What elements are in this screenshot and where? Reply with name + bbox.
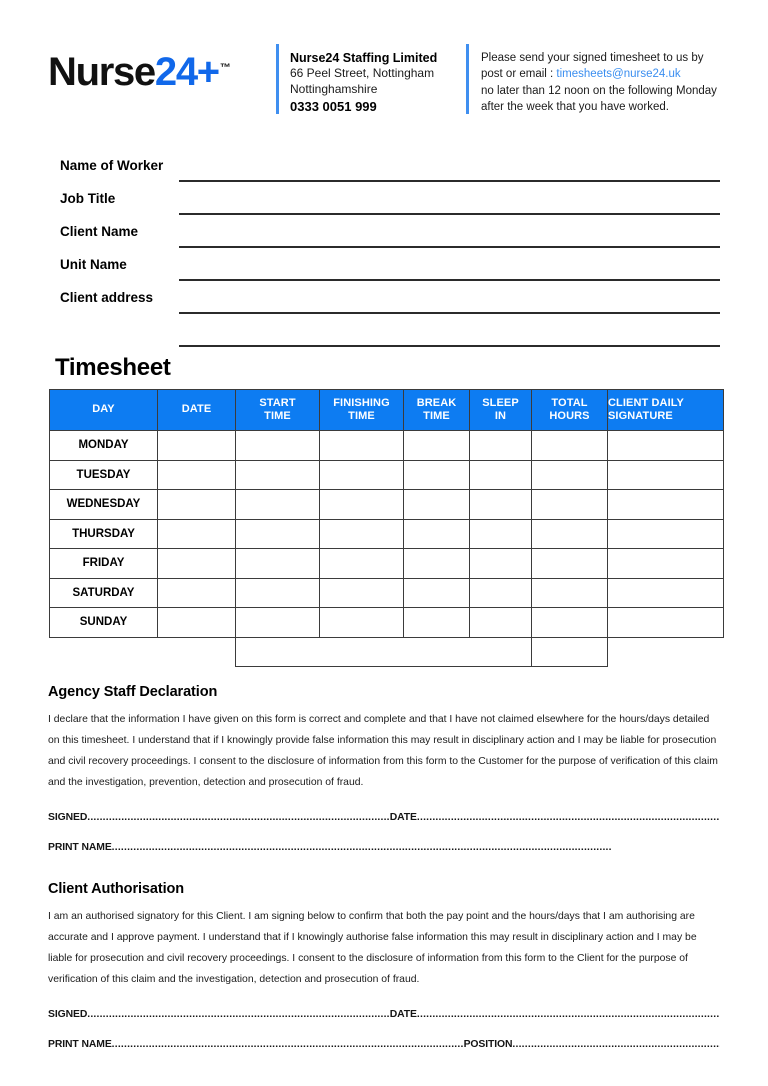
- totals-spacer-day: [50, 637, 158, 667]
- cell-break-time-tuesday[interactable]: [404, 460, 470, 490]
- agency-signed-line[interactable]: [48, 812, 720, 823]
- cell-finishing-time-sunday[interactable]: [320, 608, 404, 638]
- table-row: [50, 490, 724, 520]
- table-row: [50, 431, 724, 461]
- column-header-break-time: [404, 390, 470, 431]
- total-weekly-hours-label: TOTAL WEEKLY HOURS: [236, 637, 532, 667]
- cell-date-wednesday[interactable]: [158, 490, 236, 520]
- header-divider-left: [276, 44, 279, 114]
- cell-start-time-monday[interactable]: [236, 431, 320, 461]
- total-weekly-hours-row: [50, 637, 724, 667]
- header-divider-right: [466, 44, 469, 114]
- company-phone: 0333 0051 999: [290, 99, 377, 115]
- column-header-sleep-in: [470, 390, 532, 431]
- input-client-address-line2[interactable]: [179, 345, 720, 347]
- input-name-of-worker[interactable]: [179, 180, 720, 182]
- cell-sleep-in-monday[interactable]: [470, 431, 532, 461]
- cell-signature-saturday[interactable]: [608, 578, 724, 608]
- column-header-total-hours: [532, 390, 608, 431]
- client-position-label: POSITION .....: [464, 1039, 720, 1050]
- cell-finishing-time-tuesday[interactable]: [320, 460, 404, 490]
- column-header-break-time-line2: TIME: [423, 410, 450, 422]
- nurse24-logo: [48, 44, 276, 92]
- total-weekly-hours-value[interactable]: [532, 637, 608, 667]
- cell-day-tuesday: TUESDAY: [50, 460, 158, 490]
- cell-sleep-in-friday[interactable]: [470, 549, 532, 579]
- cell-finishing-time-wednesday[interactable]: [320, 490, 404, 520]
- field-row-client-name: [60, 222, 720, 255]
- totals-spacer-signature: [608, 637, 724, 667]
- field-row-job-title: [60, 189, 720, 222]
- cell-sleep-in-sunday[interactable]: [470, 608, 532, 638]
- trademark-icon: ™: [219, 61, 231, 74]
- timesheets-email-link[interactable]: timesheets@nurse24.uk: [556, 68, 681, 81]
- logo-number-mark: 24+: [154, 50, 219, 94]
- cell-date-sunday[interactable]: [158, 608, 236, 638]
- cell-signature-friday[interactable]: [608, 549, 724, 579]
- notice-email-prefix: post or email :: [481, 68, 557, 81]
- cell-total-hours-tuesday[interactable]: [532, 460, 608, 490]
- notice-line-4: after the week that you have worked.: [481, 100, 669, 113]
- agency-print-name-line[interactable]: [48, 842, 720, 853]
- company-address-line1: 66 Peel Street, Nottingham: [290, 66, 435, 80]
- cell-total-hours-thursday[interactable]: [532, 519, 608, 549]
- field-row-name-of-worker: [60, 156, 720, 189]
- cell-sleep-in-wednesday[interactable]: [470, 490, 532, 520]
- column-header-finishing-time: [320, 390, 404, 431]
- column-header-break-time-line1: BREAK: [416, 396, 457, 409]
- agency-signed-label: SIGNED .....: [48, 812, 390, 823]
- agency-declaration-title: Agency Staff Declaration: [48, 684, 218, 700]
- cell-total-hours-monday[interactable]: [532, 431, 608, 461]
- cell-signature-monday[interactable]: [608, 431, 724, 461]
- table-row: [50, 608, 724, 638]
- client-authorisation-text: I am an authorised signatory for this Client. I am signing below to confirm that both the pay point and the hours/days that I am authorising are accurate and I approve payment. I understand that if I knowingly authorise false information this may result in disciplinary action and I may be liable for prosecution and civil recovery proceedings. I consent to the disclosure of information from this form to the Client for the purpose of verification of this claim and the investigation, detection and prosecution of fraud.: [48, 911, 697, 986]
- company-details: [290, 44, 466, 114]
- label-client-address: Client address: [60, 290, 154, 305]
- cell-day-thursday: THURSDAY: [50, 519, 158, 549]
- agency-declaration-body: [48, 709, 720, 793]
- cell-date-monday[interactable]: [158, 431, 236, 461]
- timesheet-table: [49, 389, 724, 667]
- notice-line-3: no later than 12 noon on the following Monday: [481, 84, 717, 97]
- client-date-label: DATE .....: [390, 1009, 720, 1020]
- cell-day-saturday: SATURDAY: [50, 578, 158, 608]
- cell-sleep-in-tuesday[interactable]: [470, 460, 532, 490]
- client-print-name-line[interactable]: [48, 1039, 720, 1050]
- cell-start-time-sunday[interactable]: [236, 608, 320, 638]
- label-job-title: Job Title: [60, 191, 116, 206]
- cell-sleep-in-thursday[interactable]: [470, 519, 532, 549]
- notice-line-2: [481, 66, 724, 82]
- cell-finishing-time-monday[interactable]: [320, 431, 404, 461]
- column-header-finishing-time-line1: FINISHING: [333, 396, 390, 409]
- agency-staff-declaration-section: [48, 684, 720, 871]
- client-signature-block: [48, 1009, 720, 1050]
- cell-total-hours-saturday[interactable]: [532, 578, 608, 608]
- table-row: [50, 460, 724, 490]
- cell-signature-sunday[interactable]: [608, 608, 724, 638]
- table-row: [50, 578, 724, 608]
- column-header-sleep-in-line1: SLEEP: [482, 396, 519, 409]
- input-client-name[interactable]: [179, 246, 720, 248]
- client-authorisation-body: [48, 906, 720, 990]
- cell-break-time-friday[interactable]: [404, 549, 470, 579]
- cell-finishing-time-saturday[interactable]: [320, 578, 404, 608]
- cell-day-sunday: SUNDAY: [50, 608, 158, 638]
- column-header-client-daily-signature: [608, 390, 724, 431]
- cell-total-hours-friday[interactable]: [532, 549, 608, 579]
- field-row-client-address: [60, 288, 720, 321]
- table-row: [50, 519, 724, 549]
- table-header-row: [50, 390, 724, 431]
- label-unit-name: Unit Name: [60, 257, 127, 272]
- column-header-day: DAY: [50, 390, 158, 431]
- cell-start-time-thursday[interactable]: [236, 519, 320, 549]
- input-client-address-line1[interactable]: [179, 312, 720, 314]
- column-header-client-daily-signature-line1: CLIENT DAILY: [608, 396, 684, 409]
- cell-date-thursday[interactable]: [158, 519, 236, 549]
- notice-line-1: Please send your signed timesheet to us by: [481, 52, 704, 64]
- cell-break-time-thursday[interactable]: [404, 519, 470, 549]
- client-print-name-label: PRINT NAME .....: [48, 1039, 464, 1050]
- agency-print-name-label: PRINT NAME .....: [48, 842, 612, 853]
- column-header-start-time: [236, 390, 320, 431]
- cell-start-time-wednesday[interactable]: [236, 490, 320, 520]
- cell-break-time-sunday[interactable]: [404, 608, 470, 638]
- cell-total-hours-sunday[interactable]: [532, 608, 608, 638]
- cell-break-time-saturday[interactable]: [404, 578, 470, 608]
- totals-spacer-date: [158, 637, 236, 667]
- cell-signature-wednesday[interactable]: [608, 490, 724, 520]
- document-header: [48, 44, 724, 126]
- client-signed-line[interactable]: [48, 1009, 720, 1020]
- column-header-start-time-line2: TIME: [264, 410, 291, 422]
- column-header-date: DATE: [158, 390, 236, 431]
- column-header-client-daily-signature-line2: SIGNATURE: [608, 410, 673, 422]
- column-header-finishing-time-line2: TIME: [348, 410, 375, 422]
- cell-date-saturday[interactable]: [158, 578, 236, 608]
- cell-signature-thursday[interactable]: [608, 519, 724, 549]
- label-name-of-worker: Name of Worker: [60, 158, 164, 173]
- cell-total-hours-wednesday[interactable]: [532, 490, 608, 520]
- input-unit-name[interactable]: [179, 279, 720, 281]
- cell-start-time-saturday[interactable]: [236, 578, 320, 608]
- cell-sleep-in-saturday[interactable]: [470, 578, 532, 608]
- cell-date-friday[interactable]: [158, 549, 236, 579]
- cell-signature-tuesday[interactable]: [608, 460, 724, 490]
- field-row-unit-name: [60, 255, 720, 288]
- column-header-total-hours-line2: HOURS: [549, 410, 590, 422]
- cell-start-time-tuesday[interactable]: [236, 460, 320, 490]
- agency-date-label: DATE .....: [390, 812, 720, 823]
- cell-finishing-time-thursday[interactable]: [320, 519, 404, 549]
- cell-day-wednesday: WEDNESDAY: [50, 490, 158, 520]
- company-name: Nurse24 Staffing Limited: [290, 51, 438, 65]
- table-row: [50, 549, 724, 579]
- input-job-title[interactable]: [179, 213, 720, 215]
- cell-date-tuesday[interactable]: [158, 460, 236, 490]
- company-address-line2: Nottinghamshire: [290, 81, 378, 96]
- agency-declaration-text: I declare that the information I have given on this form is correct and complete and that I have not claimed elsewhere for the hours/days detailed on this timesheet. I understand that if I knowingly provide false information this may result in disciplinary action and I may be liable for prosecution and civil recovery proceedings. I consent to the disclosure of information from this form to the Customer for the purpose of verification of this claim and the investigation, prevention, detection and prosecution of fraud.: [48, 714, 718, 789]
- agency-signature-block: [48, 812, 720, 853]
- client-signed-label: SIGNED .....: [48, 1009, 390, 1020]
- column-header-total-hours-line1: TOTAL: [551, 396, 588, 409]
- submission-notice: [480, 44, 724, 115]
- column-header-sleep-in-line2: IN: [494, 410, 507, 422]
- cell-start-time-friday[interactable]: [236, 549, 320, 579]
- cell-break-time-monday[interactable]: [404, 431, 470, 461]
- timesheet-heading: Timesheet: [55, 354, 171, 381]
- cell-break-time-wednesday[interactable]: [404, 490, 470, 520]
- logo-word-mark: Nurse: [48, 50, 155, 94]
- client-authorisation-section: [48, 881, 720, 1068]
- column-header-start-time-line1: START: [259, 396, 296, 409]
- cell-finishing-time-friday[interactable]: [320, 549, 404, 579]
- cell-day-monday: MONDAY: [50, 431, 158, 461]
- label-client-name: Client Name: [60, 224, 139, 239]
- client-authorisation-title: Client Authorisation: [48, 881, 185, 897]
- cell-day-friday: FRIDAY: [50, 549, 158, 579]
- worker-details-form: [60, 156, 720, 321]
